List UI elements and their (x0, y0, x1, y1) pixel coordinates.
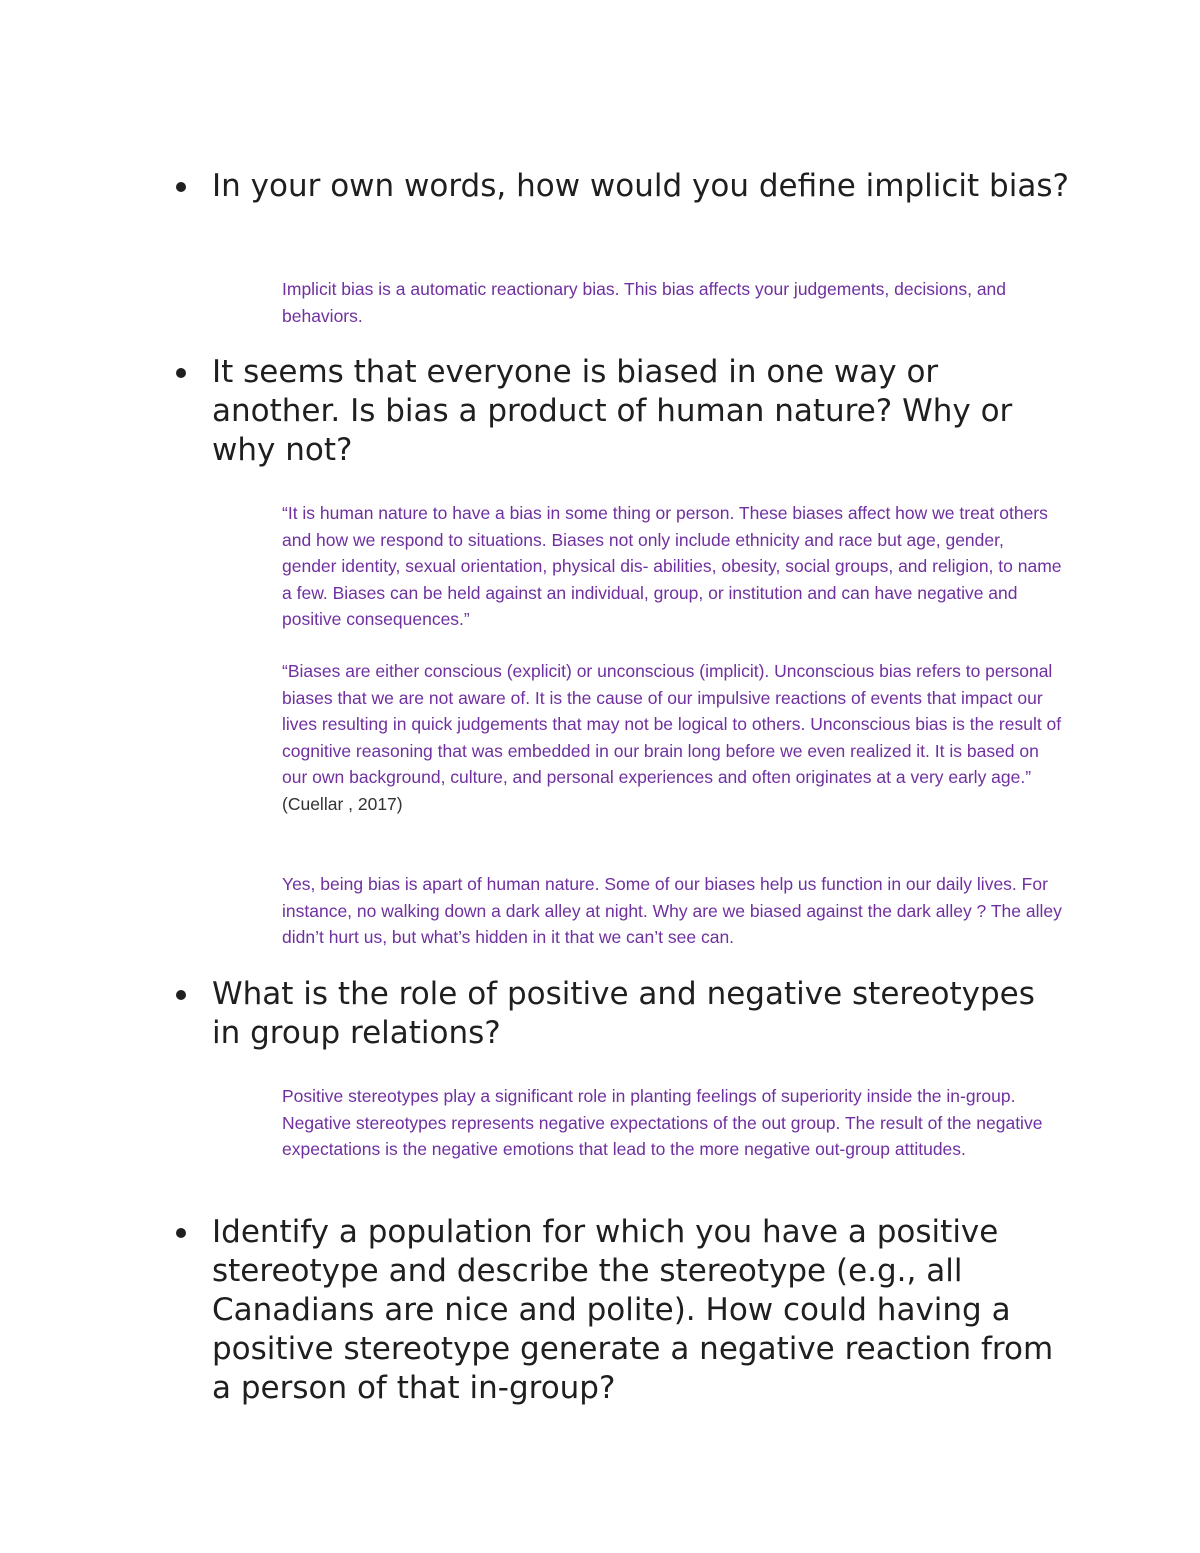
question-section-1 (0, 167, 1200, 206)
question-1 (212, 167, 1072, 206)
answer-section-3 (0, 1083, 1200, 1163)
question-4 (212, 1213, 1072, 1408)
answer-section-2c (0, 871, 1200, 951)
answer-paragraph: Implicit bias is a automatic reactionary bias. This bias affects your judgements, decisions, and behaviors. (282, 279, 1007, 326)
quote-text: “Biases are either conscious (explicit) or unconscious (implicit). Unconscious bias refers to personal biases that we are not aware of. It is the cause of our impulsive reactions of events that impact our lives resulting in quick judgements that may not be logical to others. Unconscious bias is the result of cognitive reasoning that was embedded in our brain long before we even realized it. It is based on our own background, culture, and personal experiences and often originates at a very early age.” (282, 661, 1062, 787)
answer-paragraph: Yes, being bias is apart of human nature. Some of our biases help us function in our daily lives. For instance, no walking down a dark alley at night. Why are we biased against the dark alley ? The alley didn’t hurt us, but what’s hidden in it that we can’t see can. (282, 874, 1062, 947)
question-section-4 (0, 1213, 1200, 1408)
bullet-icon (176, 990, 186, 1000)
bullet-icon (176, 1228, 186, 1238)
answer-paragraph: “It is human nature to have a bias in some thing or person. These biases affect how we treat others and how we respond to situations. Biases not only include ethnicity and race but age, gender, gender identity, sexual orientation, physical dis- abilities, obesity, social groups, and religion, to name a few. Biases can be held against an individual, group, or institution and can have negative and positive consequences.” (282, 503, 1062, 629)
answer-paragraph: Positive stereotypes play a significant role in planting feelings of superiority inside the in-group. Negative stereotypes represents negative expectations of the out group. The result of the negative expectations is the negative emotions that lead to the more negative out-group attitudes. (282, 1086, 1043, 1159)
bullet-icon (176, 182, 186, 192)
bullet-icon (176, 368, 186, 378)
question-text: It seems that everyone is biased in one way or another. Is bias a product of human nature? Why or why not? (212, 354, 1013, 468)
question-text: What is the role of positive and negative stereotypes in group relations? (212, 976, 1035, 1051)
citation-text: (Cuellar , 2017) (282, 793, 403, 814)
question-3 (212, 975, 1072, 1053)
question-section-2 (0, 353, 1200, 470)
question-section-3 (0, 975, 1200, 1053)
answer-section-1 (0, 276, 1200, 329)
question-2 (212, 353, 1072, 470)
answer-paragraph (282, 658, 1062, 817)
answer-section-2b (0, 658, 1200, 817)
answer-section-2a (0, 500, 1200, 633)
question-text: In your own words, how would you define implicit bias? (212, 168, 1069, 204)
question-text: Identify a population for which you have a positive stereotype and describe the stereotype (e.g., all Canadians are nice and polite). How could having a positive stereotype generate a negative reaction from a person of that in-group? (212, 1214, 1054, 1406)
